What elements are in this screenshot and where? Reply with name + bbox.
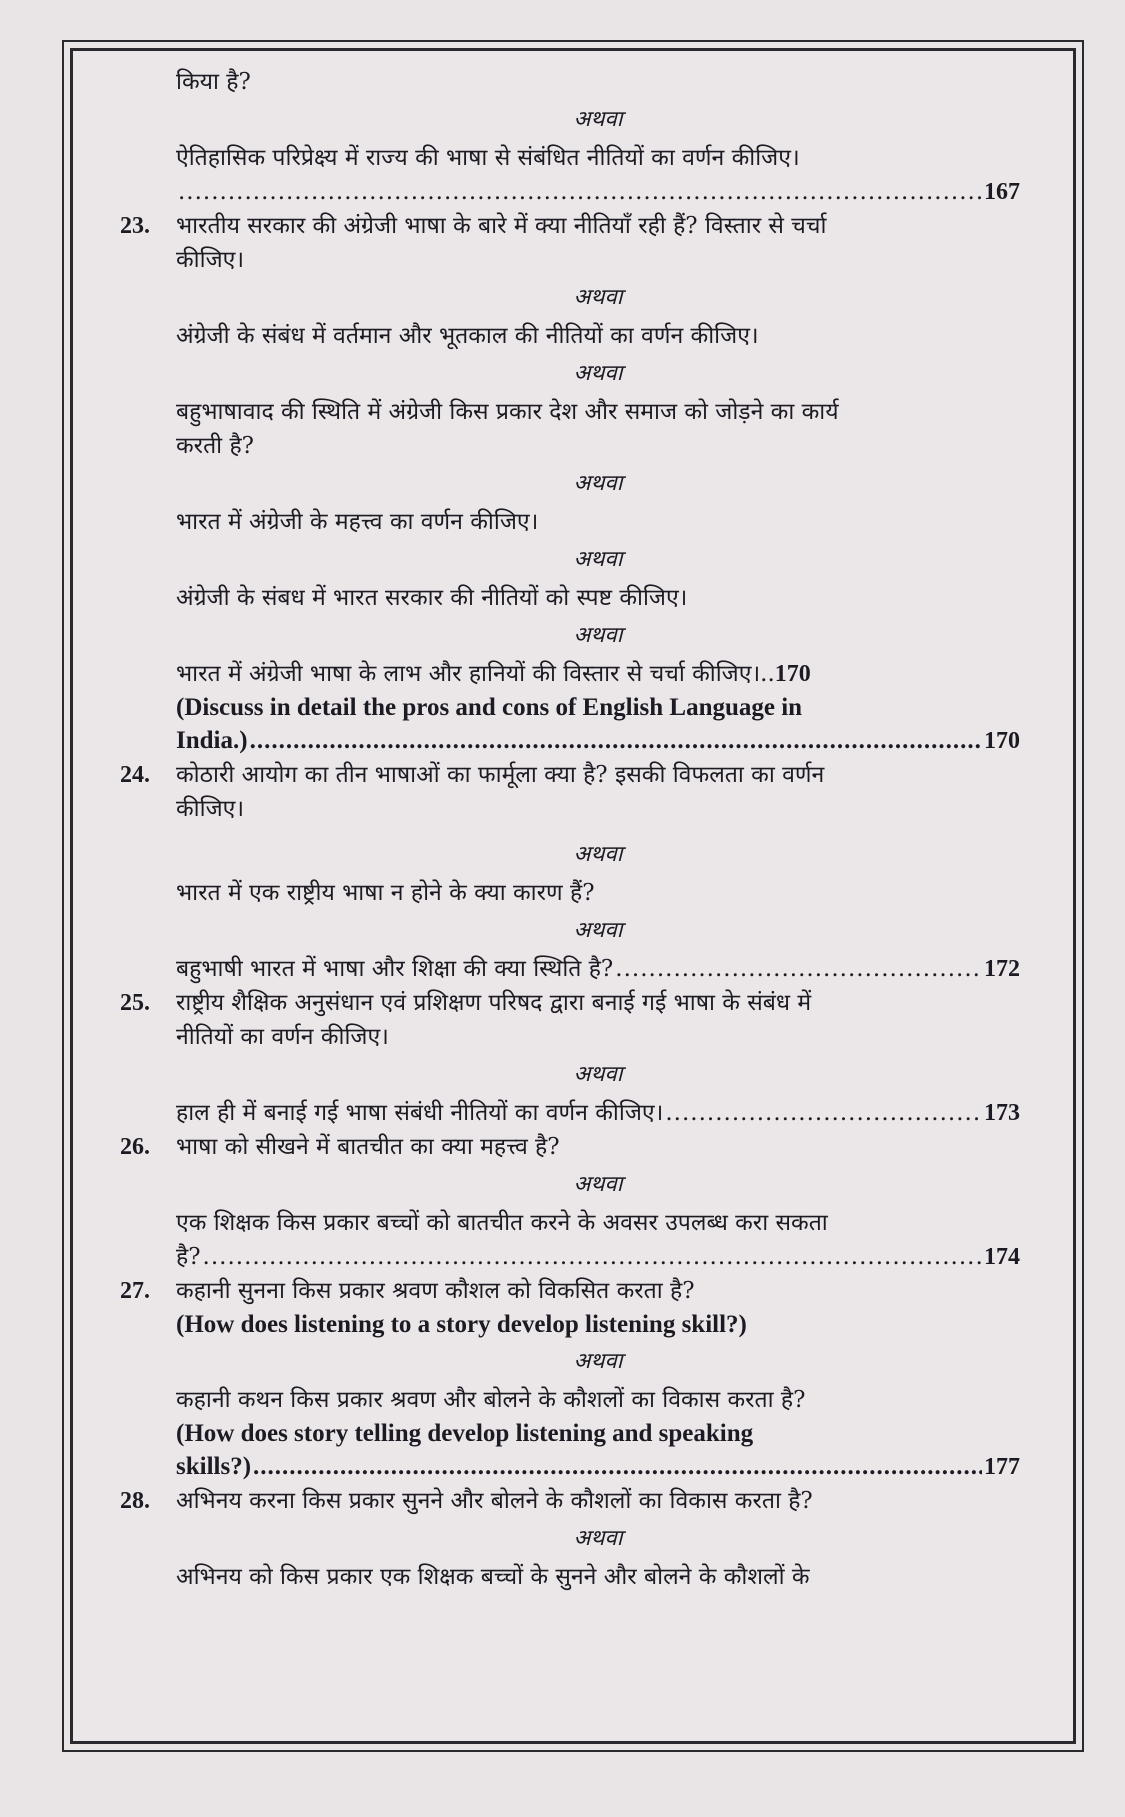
page-number: 174	[984, 1244, 1020, 1270]
alternative-text: हाल ही में बनाई गई भाषा संबंधी नीतियों का वर्णन कीजिए।	[176, 1100, 664, 1126]
english-translation: (How does story telling develop listening and speaking	[176, 1420, 754, 1447]
alternative-text: कहानी कथन किस प्रकार श्रवण और बोलने के कौशलों का विकास करता है?	[176, 1387, 806, 1413]
or-label: अथवा	[573, 471, 623, 496]
question-text: कोठारी आयोग का तीन भाषाओं का फार्मूला क्या है? इसकी विफलता का वर्णन	[176, 762, 825, 788]
english-translation-with-page	[120, 1450, 1020, 1484]
page-number: 170	[774, 661, 811, 687]
question-number: 23.	[120, 213, 150, 239]
or-label: अथवा	[573, 842, 623, 867]
or-label: अथवा	[573, 918, 623, 943]
alternative-with-page	[120, 1096, 1020, 1130]
question-26	[120, 1130, 1020, 1164]
alternative-text: बहुभाषावाद की स्थिति में अंग्रेजी किस प्रकार देश और समाज को जोड़ने का कार्य	[176, 399, 839, 425]
question-number: 27.	[120, 1278, 150, 1304]
alternative-text: अंग्रेजी के संबंध में वर्तमान और भूतकाल की नीतियों का वर्णन कीजिए।	[176, 323, 759, 349]
alternative-text: करती है?	[176, 433, 254, 459]
alternative-text: भारत में अंग्रेजी भाषा के लाभ और हानियों की विस्तार से चर्चा कीजिए।..	[176, 661, 775, 687]
or-label: अथवा	[573, 623, 623, 648]
or-label: अथवा	[573, 1172, 623, 1197]
question-text: भारतीय सरकार की अंग्रेजी भाषा के बारे में क्या नीतियाँ रही हैं? विस्तार से चर्चा	[176, 213, 827, 239]
dot-leader	[615, 952, 982, 986]
alternative-text: है?	[176, 1244, 201, 1270]
question-27	[120, 1274, 1020, 1341]
question-number: 26.	[120, 1134, 150, 1160]
intro-continuation: किया है?	[176, 69, 251, 95]
alternative-text: अभिनय को किस प्रकार एक शिक्षक बच्चों के सुनने और बोलने के कौशलों के	[176, 1564, 810, 1590]
question-text: नीतियों का वर्णन कीजिए।	[176, 1024, 389, 1050]
alternative-text: बहुभाषी भारत में भाषा और शिक्षा की क्या स्थिति है?	[176, 956, 614, 982]
dot-leader	[253, 1450, 982, 1483]
alternative-text: भारत में अंग्रेजी के महत्त्व का वर्णन कीजिए।	[176, 509, 539, 535]
question-text: राष्ट्रीय शैक्षिक अनुसंधान एवं प्रशिक्षण परिषद द्वारा बनाई गई भाषा के संबंध में	[176, 990, 812, 1016]
page-number: 173	[984, 1100, 1020, 1126]
question-text: कीजिए।	[176, 247, 245, 273]
intro-page-leader	[120, 175, 1020, 209]
question-number: 25.	[120, 990, 150, 1016]
english-translation: skills?)	[176, 1453, 252, 1480]
or-label: अथवा	[573, 1349, 623, 1374]
alternative-text: एक शिक्षक किस प्रकार बच्चों को बातचीत करने के अवसर उपलब्ध करा सकता	[176, 1210, 828, 1236]
or-label: अथवा	[573, 1062, 623, 1087]
dot-leader	[178, 175, 982, 209]
alternative-with-page	[120, 952, 1020, 986]
dot-leader	[203, 1240, 982, 1274]
document-body	[120, 65, 1020, 1594]
page-number: 170	[984, 728, 1020, 754]
dot-leader	[250, 724, 982, 757]
question-number: 28.	[120, 1488, 150, 1514]
question-28	[120, 1484, 1020, 1518]
or-label: अथवा	[573, 1526, 623, 1551]
question-24	[120, 758, 1020, 826]
english-translation-with-page	[120, 724, 1020, 758]
or-label: अथवा	[573, 361, 623, 386]
or-label: अथवा	[573, 107, 623, 132]
english-translation: India.)	[176, 727, 248, 754]
question-text: कीजिए।	[176, 796, 245, 822]
intro-alternative: ऐतिहासिक परिप्रेक्ष्य में राज्य की भाषा से संबंधित नीतियों का वर्णन कीजिए।	[176, 145, 800, 171]
alternative-text: अंग्रेजी के संबध में भारत सरकार की नीतियों को स्पष्ट कीजिए।	[176, 585, 688, 611]
question-text: कहानी सुनना किस प्रकार श्रवण कौशल को विकसित करता है?	[176, 1278, 695, 1304]
page-number: 172	[984, 956, 1020, 982]
question-23	[120, 209, 1020, 277]
page-number: 177	[984, 1454, 1020, 1480]
alternative-with-page	[120, 657, 1020, 691]
alternative-text: भारत में एक राष्ट्रीय भाषा न होने के क्या कारण हैं?	[176, 880, 595, 906]
question-text: अभिनय करना किस प्रकार सुनने और बोलने के कौशलों का विकास करता है?	[176, 1488, 813, 1514]
english-translation: (How does listening to a story develop listening skill?)	[176, 1311, 747, 1338]
dot-leader	[665, 1096, 982, 1130]
or-label: अथवा	[573, 285, 623, 310]
question-text: भाषा को सीखने में बातचीत का क्या महत्त्व है?	[176, 1134, 560, 1160]
question-25	[120, 986, 1020, 1054]
page-number: 167	[984, 179, 1020, 205]
or-label: अथवा	[573, 547, 623, 572]
alternative-with-page	[120, 1240, 1020, 1274]
english-translation: (Discuss in detail the pros and cons of English Language in	[176, 694, 803, 721]
question-number: 24.	[120, 762, 150, 788]
